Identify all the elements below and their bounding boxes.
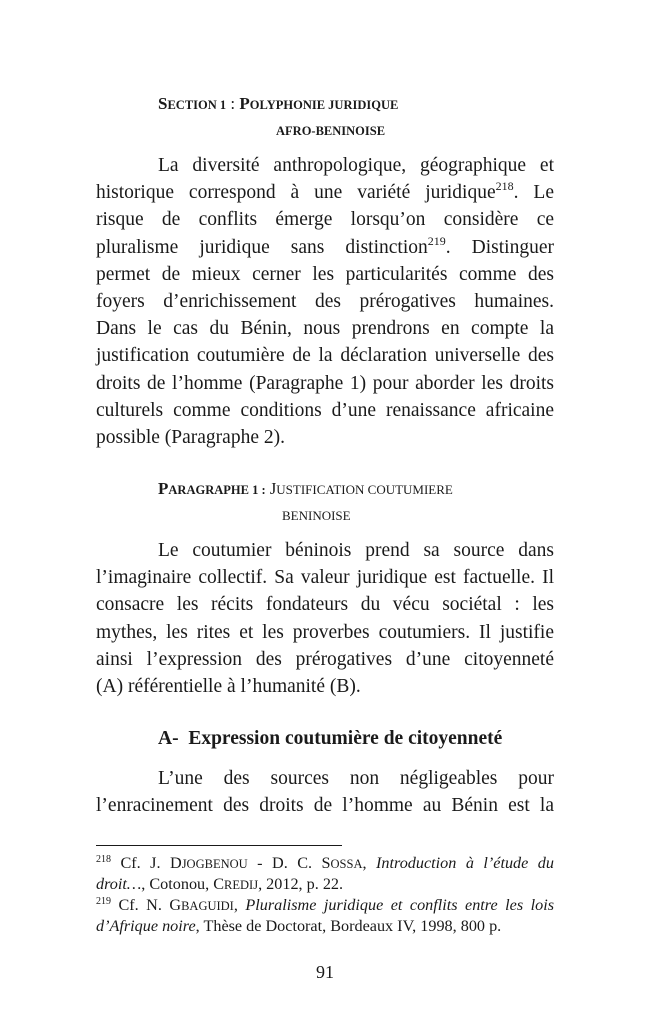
footnote-number: 219 — [96, 896, 111, 907]
subsection-a-title: A- Expression coutumière de citoyenneté — [158, 728, 503, 749]
footnote-number: 218 — [96, 854, 111, 865]
intro-line — [96, 234, 554, 261]
footnote-219 — [96, 895, 554, 937]
paragraph1-line: mythes, les rites et les proverbes coutumiers. Il justifie — [96, 621, 554, 643]
intro-line: permet de mieux cerner les particularités comme des — [96, 263, 554, 285]
section-title-initial: P — [239, 94, 250, 113]
paragraph-title-rest: USTIFICATION COUTUMIERE — [276, 482, 453, 497]
footnote-title: Pluralisme juridique et conflits entre les lois — [245, 896, 554, 914]
footnote-separator — [96, 845, 342, 846]
footnote-line — [96, 895, 554, 916]
section-heading — [158, 94, 398, 114]
subsection-a-line: L’une des sources non négligeables pour — [158, 768, 554, 789]
intro-paragraph — [96, 152, 554, 451]
footnote-ref-218[interactable]: 218 — [495, 179, 514, 194]
intro-line: justification coutumière de la déclaration universelle des — [96, 345, 554, 367]
footnote-text: , Cotonou, C — [141, 875, 225, 893]
footnote-title: droit… — [96, 875, 142, 893]
paragraph-label-rest: ARAGRAPHE 1 : — [168, 483, 266, 497]
section-label-rest: ECTION 1 — [167, 98, 227, 112]
paragraph1-body — [96, 537, 554, 700]
subsection-a-line: l’enracinement des droits de l’homme au Bénin est la — [96, 795, 554, 817]
footnote-text: - D. C. S — [247, 854, 331, 872]
footnote-text: , 2012, p. 22. — [258, 875, 344, 893]
subsection-a-body — [96, 765, 554, 819]
footnote-publisher: REDIJ — [224, 878, 259, 892]
section-title-line2: AFRO-BENINOISE — [276, 124, 386, 138]
page-number: 91 — [316, 962, 334, 982]
footnote-line — [96, 916, 554, 937]
paragraph-title-initial: J — [269, 479, 277, 498]
intro-line-tail: . Le — [513, 182, 554, 204]
paragraph1-line: (A) référentielle à l’humanité (B). — [96, 675, 361, 697]
intro-line — [96, 179, 554, 206]
paragraph1-line: consacre les récits fondateurs du vécu sociétal : les — [96, 594, 554, 616]
footnote-ref-219[interactable]: 219 — [427, 233, 446, 248]
intro-line: culturels comme conditions d’une renaissance africaine — [96, 399, 554, 421]
footnote-line — [96, 853, 554, 874]
footnote-line — [96, 874, 554, 895]
footnote-text: , Thèse de Doctorat, Bordeaux IV, 1998, 800 p. — [195, 917, 502, 935]
paragraph-label-initial: P — [158, 479, 169, 498]
section-heading-line2 — [276, 122, 385, 140]
intro-line: risque de conflits émerge lorsqu’on considère ce — [96, 209, 554, 231]
paragraph-title-line2: BENINOISE — [282, 508, 351, 523]
intro-line-text: pluralisme juridique sans distinction — [96, 236, 428, 258]
section-separator: : — [226, 94, 240, 113]
paragraph1-line: l’imaginaire collectif. Sa valeur juridique est factuelle. Il — [96, 567, 554, 589]
paragraph1-heading — [158, 479, 453, 499]
footnote-text: , — [233, 896, 246, 914]
intro-line: foyers d’enrichissement des prérogatives humaines. — [96, 290, 554, 312]
footnote-218 — [96, 853, 554, 895]
intro-line: La diversité anthropologique, géographique et — [158, 155, 554, 176]
footnote-title: Introduction à l’étude du — [376, 854, 554, 872]
footnote-text: Cf. N. G — [111, 896, 182, 914]
intro-line: possible (Paragraphe 2). — [96, 426, 285, 448]
footnote-author: OSSA — [330, 857, 363, 871]
paragraph1-line: ainsi l’expression des prérogatives d’une citoyenneté — [96, 648, 554, 670]
intro-line: droits de l’homme (Paragraphe 1) pour aborder les droits — [96, 372, 554, 394]
intro-line: Dans le cas du Bénin, nous prendrons en compte la — [96, 318, 554, 340]
paragraph1-line: Le coutumier béninois prend sa source dans — [158, 540, 554, 561]
section-label-initial: S — [158, 94, 168, 113]
subsection-a-heading — [158, 728, 502, 750]
paragraph1-heading-line2 — [282, 507, 351, 525]
intro-line-tail: . Distinguer — [445, 236, 554, 258]
footnote-text: Cf. J. D — [111, 854, 182, 872]
section-title-rest: OLYPHONIE JURIDIQUE — [249, 98, 399, 112]
footnote-text: , — [362, 854, 377, 872]
intro-line-text: historique correspond à une variété juridique — [96, 182, 496, 204]
footnote-author: JOGBENOU — [181, 857, 248, 871]
footnote-author: BAGUIDI — [181, 899, 234, 913]
footnote-title: d’Afrique noire — [96, 917, 196, 935]
